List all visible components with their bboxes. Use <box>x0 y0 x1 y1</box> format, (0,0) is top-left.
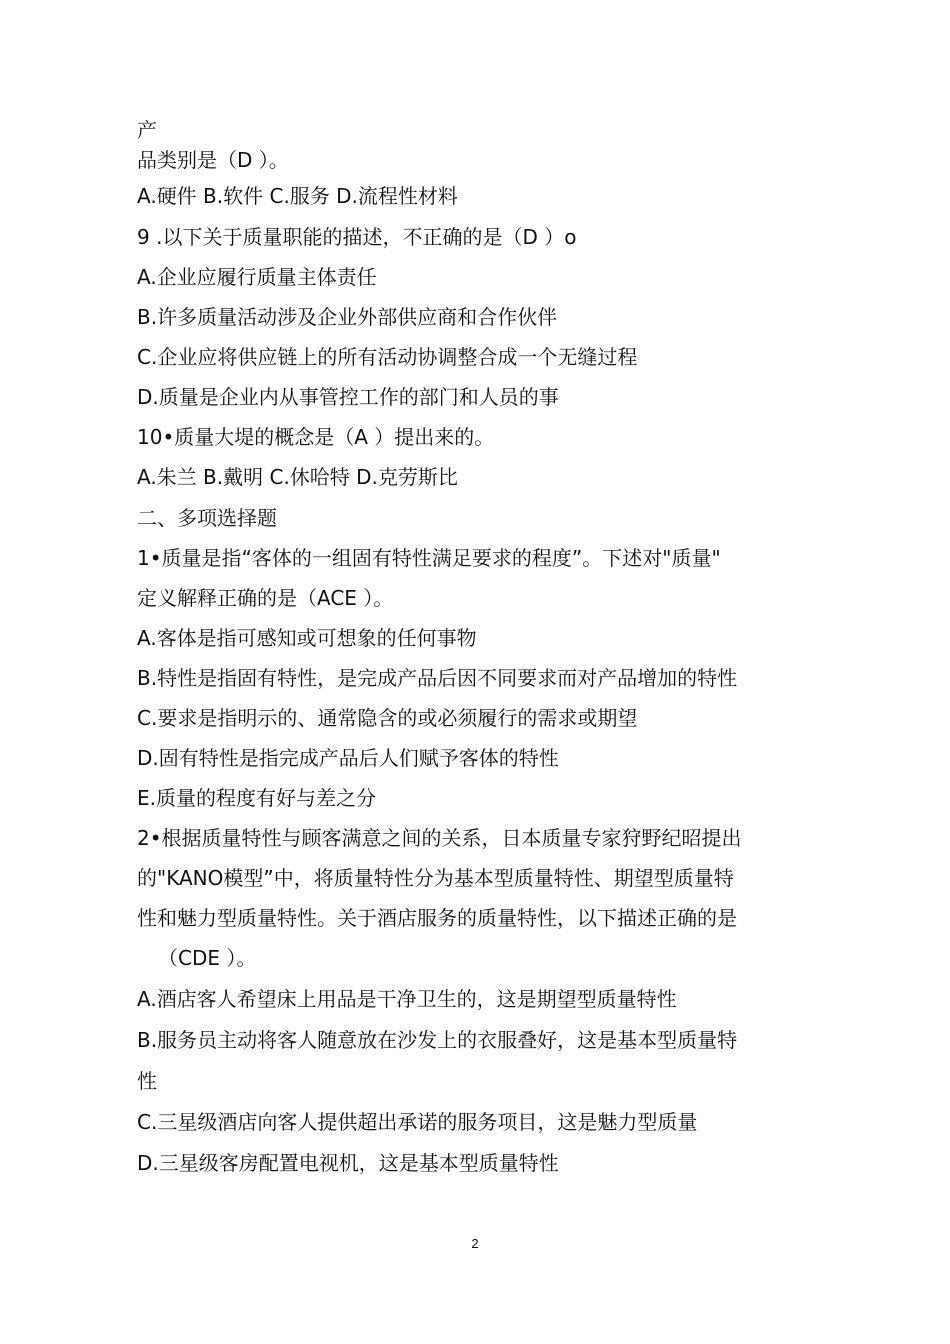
question-9-option-b: B.许多质量活动涉及企业外部供应商和合作伙伴 <box>137 305 558 329</box>
multi-question-2-stem-cont: 性和魅力型质量特性。关于酒店服务的质量特性，以下描述正确的是 <box>137 906 737 930</box>
question-10-options: A.朱兰 B.戴明 C.休哈特 D.克劳斯比 <box>137 465 458 489</box>
multi-question-2-option-d: D.三星级客房配置电视机，这是基本型质量特性 <box>137 1151 559 1175</box>
multi-question-2-option-b-cont: 性 <box>137 1069 157 1093</box>
page-number: 2 <box>471 1236 479 1251</box>
multi-question-1-option-b: B.特性是指固有特性，是完成产品后因不同要求而对产品增加的特性 <box>137 666 738 690</box>
multi-question-1-option-e: E.质量的程度有好与差之分 <box>137 786 376 810</box>
text-line: 品类别是（D ）。 <box>137 148 289 172</box>
question-9-option-c: C.企业应将供应链上的所有活动协调整合成一个无缝过程 <box>137 345 638 369</box>
multi-question-2-stem-cont: 的"KANO模型”中，将质量特性分为基本型质量特性、期望型质量特 <box>137 866 734 890</box>
text-line: 产 <box>137 118 157 142</box>
multi-question-1-stem-cont: 定义解释正确的是（ACE ）。 <box>137 586 394 610</box>
question-9-option-a: A.企业应履行质量主体责任 <box>137 265 377 289</box>
question-8-options: A.硬件 B.软件 C.服务 D.流程性材料 <box>137 184 458 208</box>
multi-question-2-stem: 2•根据质量特性与顾客满意之间的关系，日本质量专家狩野纪昭提出 <box>137 826 742 850</box>
multi-question-2-option-a: A.酒店客人希望床上用品是干净卫生的，这是期望型质量特性 <box>137 987 677 1011</box>
multi-question-2-option-b: B.服务员主动将客人随意放在沙发上的衣服叠好，这是基本型质量特 <box>137 1028 738 1052</box>
multi-question-1-stem: 1•质量是指“客体的一组固有特性满足要求的程度”。下述对"质量" <box>137 546 721 570</box>
question-9-stem: 9 .以下关于质量职能的描述，不正确的是（D ）o <box>137 225 577 249</box>
question-10-stem: 10•质量大堤的概念是（A ）提出来的。 <box>137 425 495 449</box>
multi-question-1-option-a: A.客体是指可感知或可想象的任何事物 <box>137 626 477 650</box>
question-9-option-d: D.质量是企业内从事管控工作的部门和人员的事 <box>137 385 559 409</box>
multi-question-2-answer: （CDE ）。 <box>158 946 257 970</box>
multi-question-1-option-d: D.固有特性是指完成产品后人们赋予客体的特性 <box>137 746 559 770</box>
multi-question-1-option-c: C.要求是指明示的、通常隐含的或必须履行的需求或期望 <box>137 706 638 730</box>
section-heading: 二、多项选择题 <box>137 506 277 530</box>
multi-question-2-option-c: C.三星级酒店向客人提供超出承诺的服务项目，这是魅力型质量 <box>137 1110 698 1134</box>
